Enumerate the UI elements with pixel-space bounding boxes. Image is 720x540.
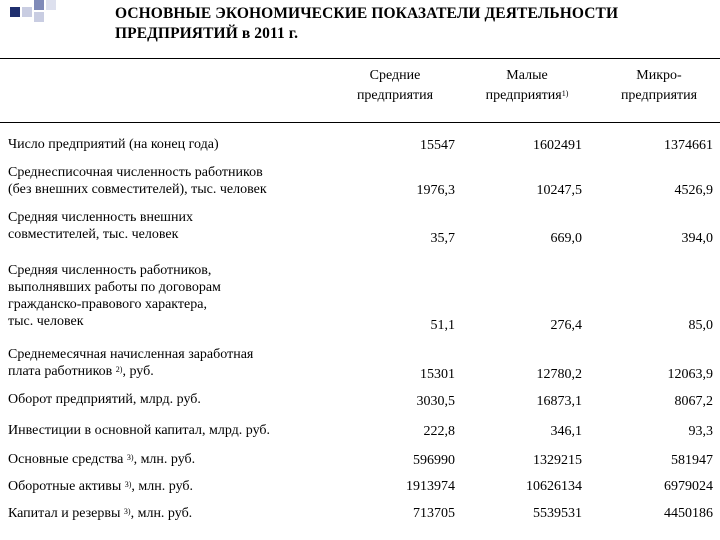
row-value-micro: 394,0 <box>681 231 713 246</box>
column-header-line1: Средние <box>369 68 421 83</box>
column-header-medium <box>335 66 455 106</box>
row-value-small: 16873,1 <box>536 394 582 409</box>
row-value-medium: 1976,3 <box>416 183 455 198</box>
decorative-squares <box>0 0 60 30</box>
row-label: Оборотные активы $^{3)}$, млн. руб. <box>8 479 194 494</box>
row-value-small: 10247,5 <box>536 183 582 198</box>
row-value-small: 276,4 <box>550 318 582 333</box>
top-rule <box>0 58 720 59</box>
row-value-medium: 15547 <box>420 138 455 153</box>
decor-square-dark <box>10 7 20 17</box>
row-value-medium: 51,1 <box>430 318 455 333</box>
column-header-line2: предприятия <box>356 88 434 103</box>
column-header-line1: Малые <box>506 68 548 83</box>
decor-square-light-2 <box>34 12 44 22</box>
row-value-medium: 15301 <box>420 367 455 382</box>
footnote-marker: 3) <box>126 453 134 462</box>
row-value-micro: 4450186 <box>664 506 713 521</box>
decor-square-mid <box>34 0 44 10</box>
row-value-medium: 596990 <box>413 453 455 468</box>
row-value-micro: 1374661 <box>664 138 713 153</box>
row-value-micro: 581947 <box>671 453 713 468</box>
row-label: Средняя численность работников, выполнявших работы по договорам гражданско-правового характера, тыс. человек <box>8 263 221 329</box>
row-label: Среднемесячная начисленная заработная плата работников $^{2)}$, руб. <box>8 347 254 379</box>
row-value-small: 1329215 <box>533 453 582 468</box>
row-value-micro: 85,0 <box>688 318 713 333</box>
row-label: Оборот предприятий, млрд. руб. <box>8 392 201 407</box>
row-value-small: 12780,2 <box>536 367 582 382</box>
row-label: Инвестиции в основной капитал, млрд. руб. <box>8 423 271 438</box>
row-label: Среднесписочная численность работников (без внешних совместителей), тыс. человек <box>8 165 267 197</box>
row-label: Средняя численность внешних совместителей, тыс. человек <box>8 210 193 242</box>
row-value-micro: 93,3 <box>688 424 713 439</box>
row-value-medium: 1913974 <box>406 479 455 494</box>
row-value-medium: 222,8 <box>423 424 455 439</box>
row-value-micro: 6979024 <box>664 479 713 494</box>
row-value-small: 1602491 <box>533 138 582 153</box>
footnote-marker: 3) <box>124 480 132 489</box>
column-header-micro <box>598 66 720 106</box>
footnote-marker: 3) <box>123 507 131 516</box>
decor-square-light <box>22 7 32 17</box>
page-title: ОСНОВНЫЕ ЭКОНОМИЧЕСКИЕ ПОКАЗАТЕЛИ ДЕЯТЕЛЬНОСТИ ПРЕДПРИЯТИЙ в 2011 г. <box>115 5 619 42</box>
column-header-line1: Микро- <box>636 68 682 83</box>
row-value-micro: 4526,9 <box>674 183 713 198</box>
column-header-line2: предприятия$^{1)}$ <box>485 88 569 103</box>
row-value-small: 10626134 <box>526 479 582 494</box>
row-label: Число предприятий (на конец года) <box>8 137 219 152</box>
row-value-small: 346,1 <box>550 424 582 439</box>
row-label: Основные средства $^{3)}$, млн. руб. <box>8 452 196 467</box>
row-value-micro: 8067,2 <box>674 394 713 409</box>
header-rule <box>0 122 720 123</box>
footnote-marker: 2) <box>115 365 123 374</box>
column-header-line2: предприятия <box>620 88 698 103</box>
decor-square-light-3 <box>46 0 56 10</box>
row-value-micro: 12063,9 <box>667 367 713 382</box>
row-label: Капитал и резервы $^{3)}$, млн. руб. <box>8 506 193 521</box>
row-value-medium: 35,7 <box>430 231 455 246</box>
row-value-small: 5539531 <box>533 506 582 521</box>
row-value-medium: 3030,5 <box>416 394 455 409</box>
row-value-small: 669,0 <box>550 231 582 246</box>
row-value-medium: 713705 <box>413 506 455 521</box>
footnote-marker: 1) <box>561 89 569 98</box>
column-header-small <box>462 66 592 106</box>
